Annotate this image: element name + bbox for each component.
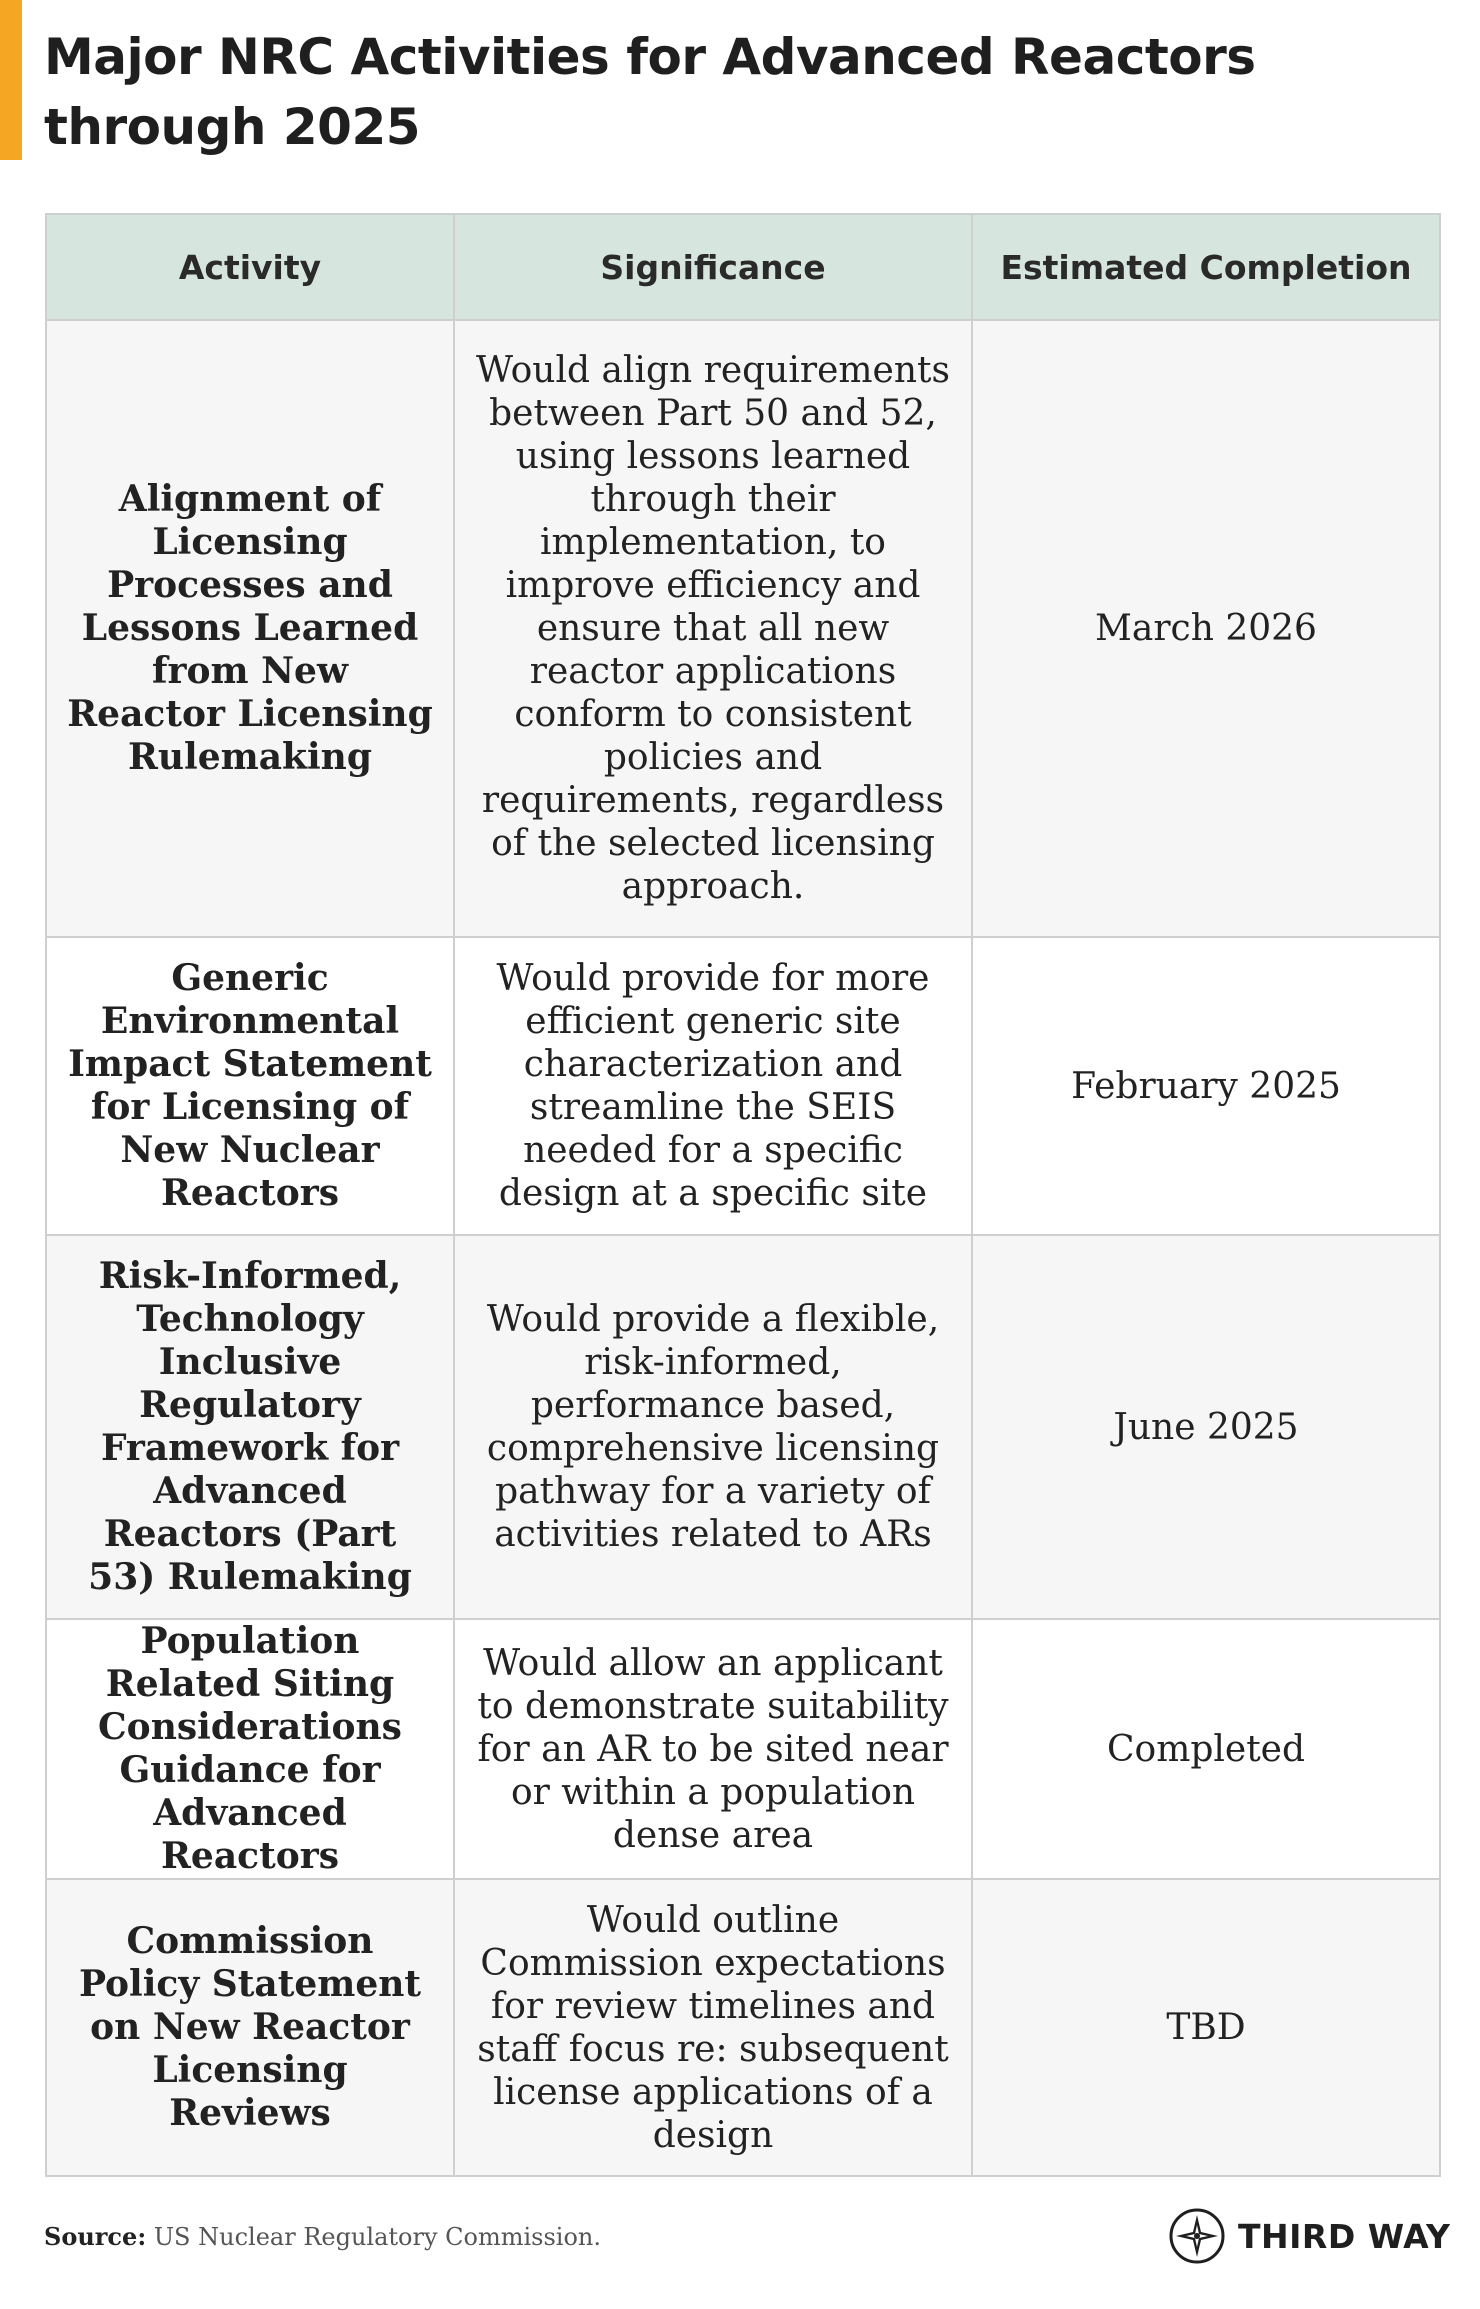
completion-cell: Completed [972, 1619, 1440, 1879]
table-row [46, 1619, 1440, 1879]
brand-logo [1168, 2206, 1450, 2266]
activity-cell: Alignment of Licensing Processes and Lessons Learned from New Reactor Licensing Rulemaking [46, 320, 454, 937]
significance-cell: Would outline Commission expectations for review timelines and staff focus re: subsequent license applications of a design [454, 1879, 972, 2176]
header-estimated-completion: Estimated Completion [972, 214, 1440, 320]
activity-cell: Risk-Informed, Technology Inclusive Regulatory Framework for Advanced Reactors (Part 53) Rulemaking [46, 1235, 454, 1619]
source-text: US Nuclear Regulatory Commission. [153, 2223, 601, 2251]
header-activity: Activity [46, 214, 454, 320]
completion-cell: TBD [972, 1879, 1440, 2176]
table-row [46, 320, 1440, 937]
significance-cell: Would align requirements between Part 50 and 52, using lessons learned through their implementation, to improve efficiency and ensure that all new reactor applications conform to consistent policies and requirements, regardless of the selected licensing approach. [454, 320, 972, 937]
source-note [44, 2222, 601, 2251]
table-row [46, 1235, 1440, 1619]
completion-cell: June 2025 [972, 1235, 1440, 1619]
table-row [46, 1879, 1440, 2176]
table-header-row [46, 214, 1440, 320]
activity-cell: Population Related Siting Considerations Guidance for Advanced Reactors [46, 1619, 454, 1879]
significance-cell: Would allow an applicant to demonstrate suitability for an AR to be sited near or within a population dense area [454, 1619, 972, 1879]
table-row [46, 937, 1440, 1235]
compass-star-icon [1168, 2207, 1226, 2265]
completion-cell: February 2025 [972, 937, 1440, 1235]
activities-table [45, 213, 1441, 2177]
activity-cell: Generic Environmental Impact Statement for Licensing of New Nuclear Reactors [46, 937, 454, 1235]
accent-bar [0, 0, 22, 160]
significance-cell: Would provide for more efficient generic site characterization and streamline the SEIS needed for a specific design at a specific site [454, 937, 972, 1235]
completion-cell: March 2026 [972, 320, 1440, 937]
significance-cell: Would provide a flexible, risk-informed, performance based, comprehensive licensing pathway for a variety of activities related to ARs [454, 1235, 972, 1619]
page-title: Major NRC Activities for Advanced Reactors through 2025 [44, 28, 1256, 156]
source-label: Source: [44, 2222, 147, 2251]
activity-cell: Commission Policy Statement on New Reactor Licensing Reviews [46, 1879, 454, 2176]
header-significance: Significance [454, 214, 972, 320]
brand-name: THIRD WAY [1238, 2216, 1451, 2256]
